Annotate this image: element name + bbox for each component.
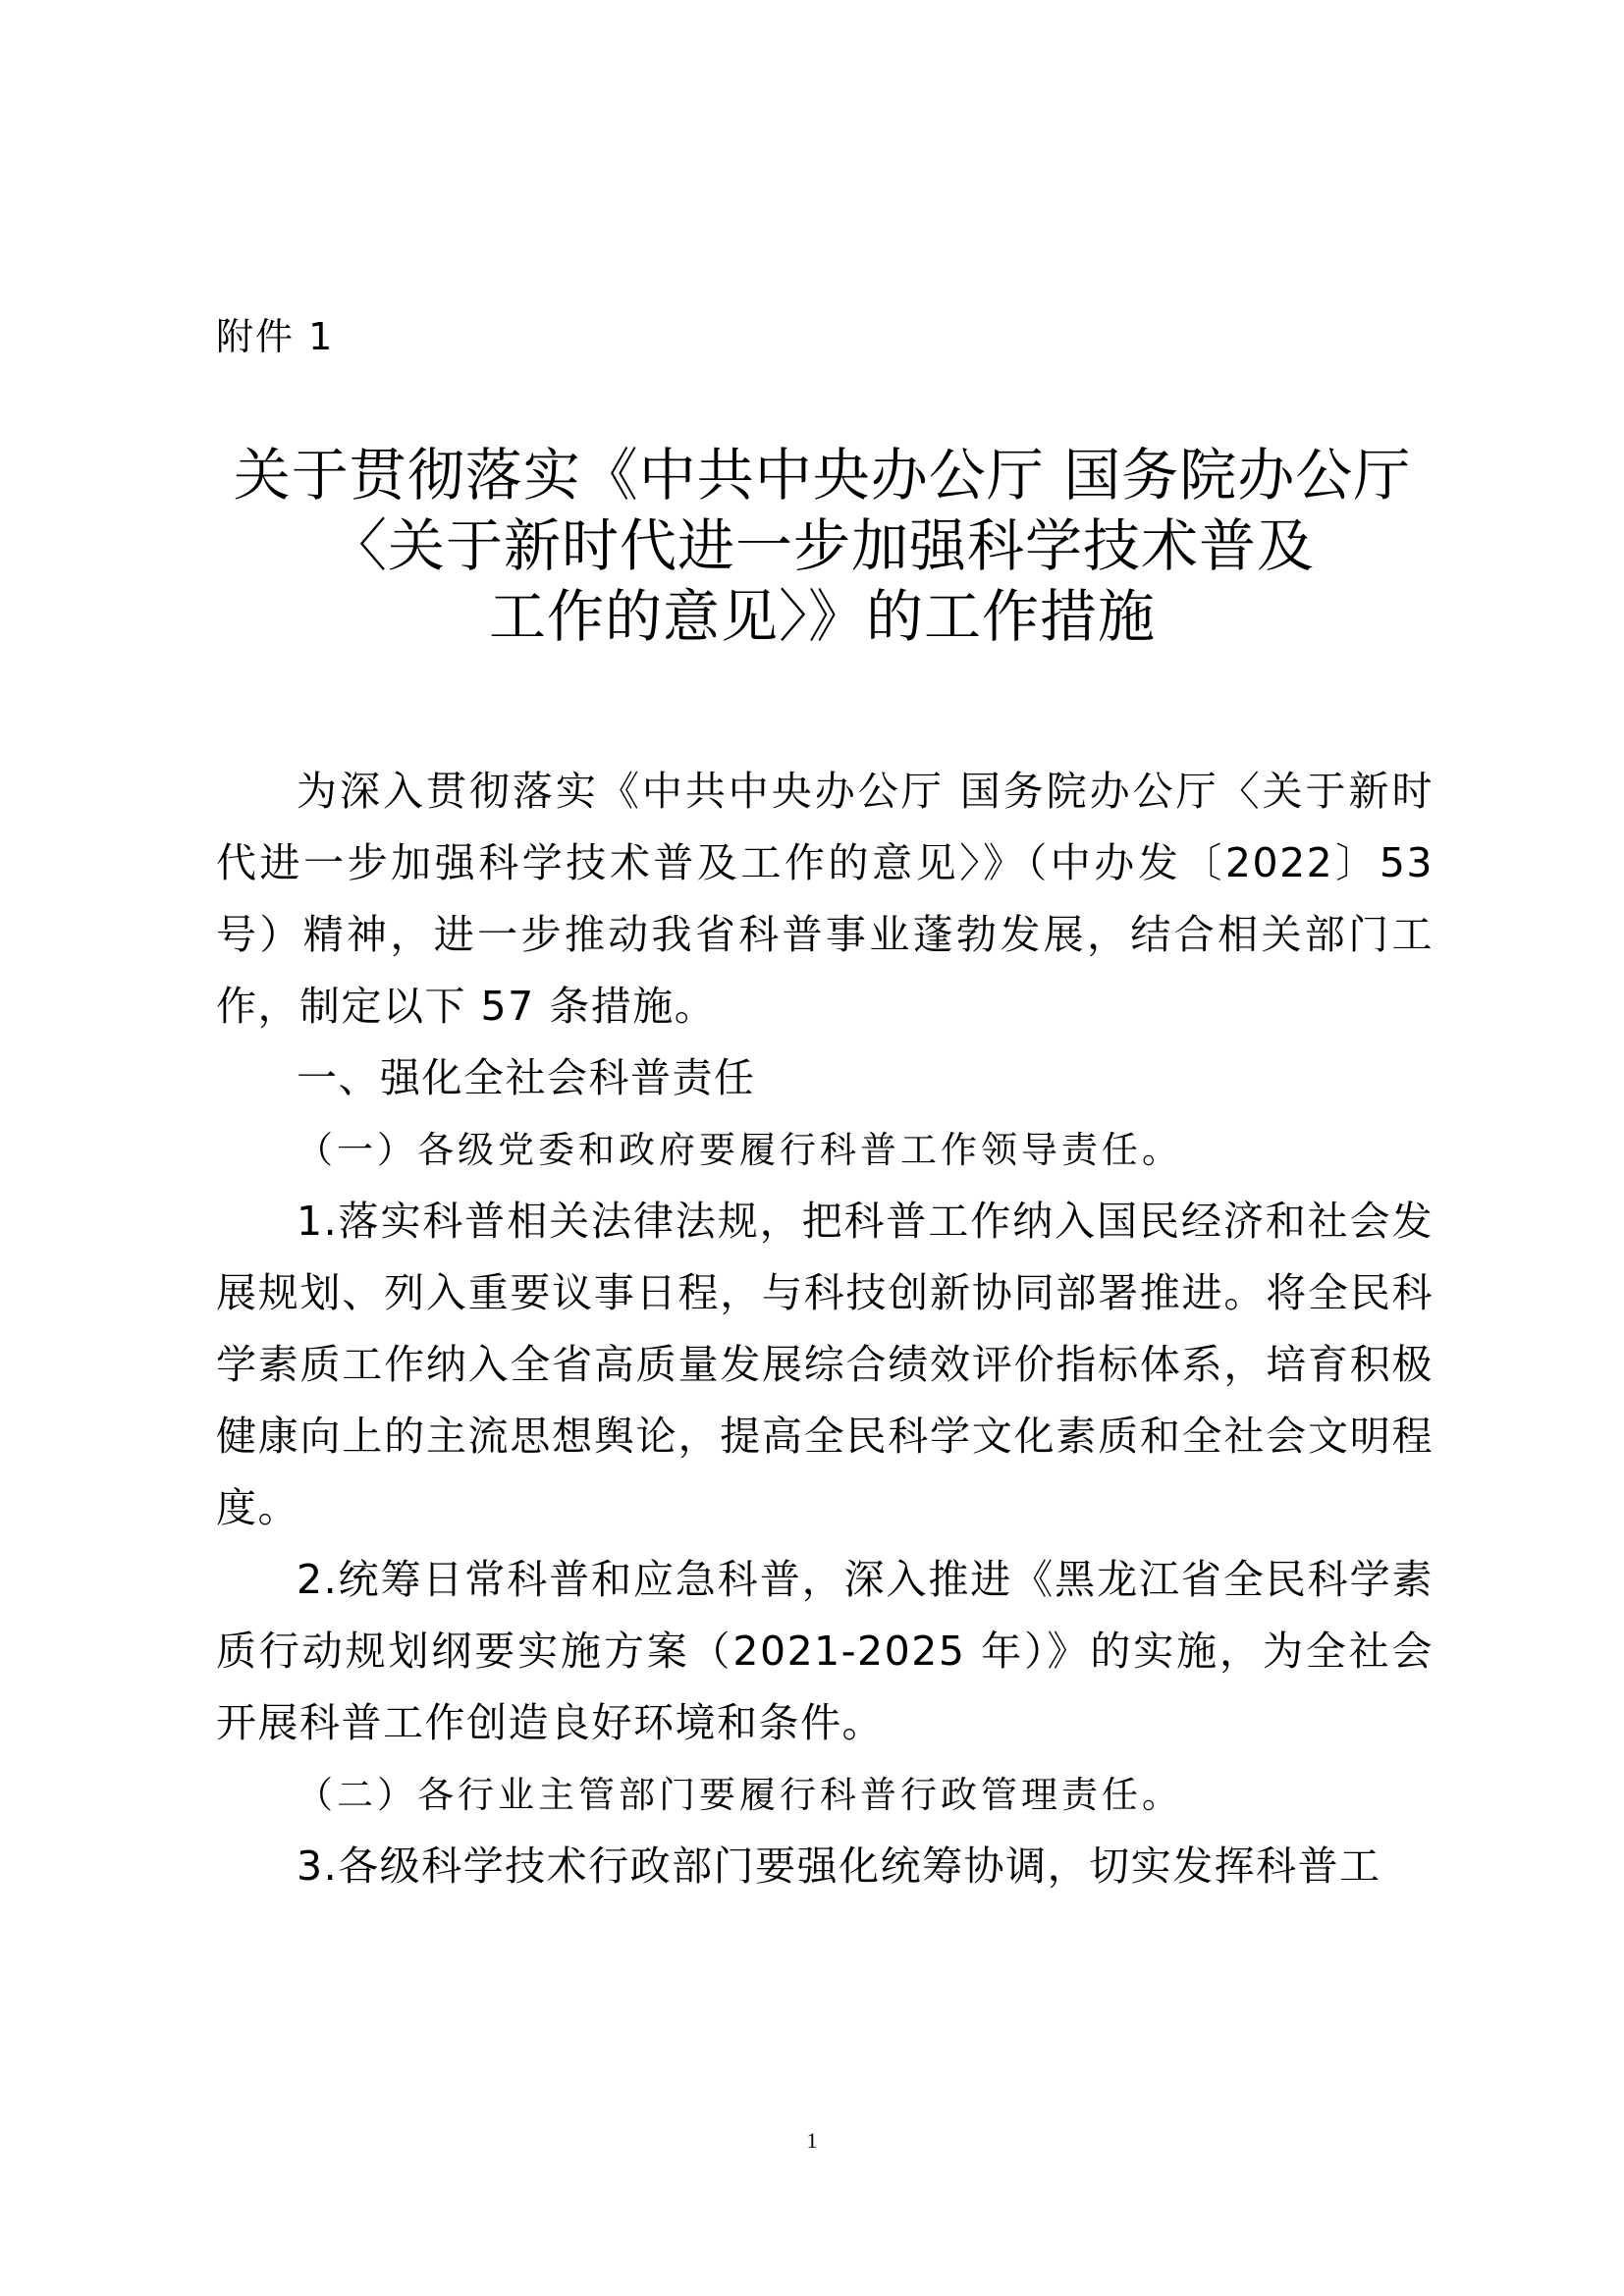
section-heading-1: 一、强化全社会科普责任: [297, 1054, 756, 1101]
title-line-1: 关于贯彻落实《中共中央办公厅 国务院办公厅: [233, 442, 1412, 508]
subsection-heading-2: （二）各行业主管部门要履行科普行政管理责任。: [297, 1774, 1182, 1816]
subsection-heading-1: （一）各级党委和政府要履行科普工作领导责任。: [297, 1129, 1182, 1171]
document-title: [196, 440, 1448, 652]
document-body: [216, 756, 1434, 1902]
intro-paragraph: 为深入贯彻落实《中共中央办公厅 国务院办公厅〈关于新时代进一步加强科学技术普及工作的意见〉》（中办发〔2022〕53 号）精神，进一步推动我省科普事业蓬勃发展，结合相关部门工作，制定以下 57 条措施。: [216, 768, 1434, 1030]
measure-item-2: 2.统筹日常科普和应急科普，深入推进《黑龙江省全民科学素质行动规划纲要实施方案（2021-2025 年）》的实施，为全社会开展科普工作创造良好环境和条件。: [216, 1556, 1434, 1746]
title-line-3: 工作的意见〉》的工作措施: [488, 583, 1156, 650]
attachment-label: 附件 1: [216, 315, 335, 358]
measure-item-3: 3.各级科学技术行政部门要强化统筹协调，切实发挥科普工: [297, 1842, 1381, 1890]
page-number: 1: [806, 2128, 818, 2153]
measure-item-1: 1.落实科普相关法律法规，把科普工作纳入国民经济和社会发展规划、列入重要议事日程，与科技创新协同部署推进。将全民科学素质工作纳入全省高质量发展综合绩效评价指标体系，培育积极健康向上的主流思想舆论，提高全民科学文化素质和全社会文明程度。: [216, 1198, 1434, 1531]
title-line-2: 〈关于新时代进一步加强科学技术普及: [329, 512, 1315, 579]
